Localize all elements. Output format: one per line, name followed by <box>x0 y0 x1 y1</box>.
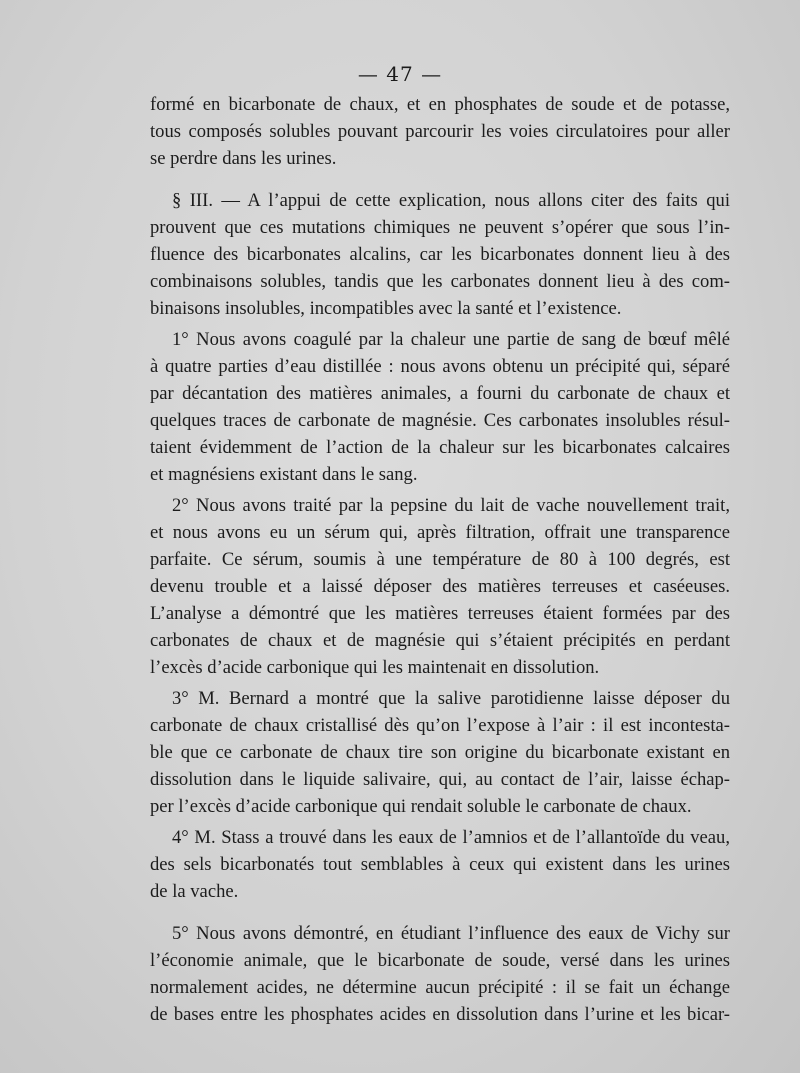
text-line: se perdre dans les urines. <box>150 148 337 169</box>
text-line: et nous avons eu un sérum qui, après filtration, offrait une transparence <box>150 522 730 543</box>
text-line: 1° Nous avons coagulé par la chaleur une partie de sang de bœuf mêlé <box>172 329 730 350</box>
text-line: quelques traces de carbonate de magnésie. Ces carbonates insolubles résul- <box>150 410 730 431</box>
text-line: l’économie animale, que le bicarbonate de soude, versé dans les urines <box>150 950 730 971</box>
text-line: carbonates de chaux et de magnésie qui s’étaient précipités en perdant <box>150 630 730 651</box>
text-line: l’excès d’acide carbonique qui les maintenait en dissolution. <box>150 657 600 678</box>
paragraph-continuation <box>150 91 730 172</box>
text-line: 3° M. Bernard a montré que la salive parotidienne laisse déposer du <box>172 688 730 709</box>
paragraph-fact-3 <box>150 685 730 820</box>
text-line: parfaite. Ce sérum, soumis à une température de 80 à 100 degrés, est <box>150 549 730 570</box>
text-line: tous composés solubles pouvant parcourir les voies circulatoires pour aller <box>150 121 730 142</box>
paragraph-fact-2 <box>150 492 730 681</box>
text-line: L’analyse a démontré que les matières terreuses étaient formées par des <box>150 603 730 624</box>
text-line: ble que ce carbonate de chaux tire son origine du bicarbonate existant en <box>150 742 730 763</box>
paragraph-fact-5 <box>150 920 730 1028</box>
text-line: devenu trouble et a laissé déposer des matières terreuses et caséeuses. <box>150 576 730 597</box>
text-line: par décantation des matières animales, a fourni du carbonate de chaux et <box>150 383 730 404</box>
paragraph-fact-1 <box>150 326 730 488</box>
paragraph-section-iii <box>150 187 730 322</box>
text-line: des sels bicarbonatés tout semblables à ceux qui existent dans les urines <box>150 854 730 875</box>
text-line: per l’excès d’acide carbonique qui rendait soluble le carbonate de chaux. <box>150 796 692 817</box>
text-line: 5° Nous avons démontré, en étudiant l’influence des eaux de Vichy sur <box>172 923 730 944</box>
text-line: de la vache. <box>150 881 239 902</box>
text-line: normalement acides, ne détermine aucun précipité : il se fait un échange <box>150 977 730 998</box>
text-line: prouvent que ces mutations chimiques ne peuvent s’opérer que sous l’in- <box>150 217 730 238</box>
paragraph-fact-4 <box>150 824 730 905</box>
text-line: et magnésiens existant dans le sang. <box>150 464 418 485</box>
text-line: de bases entre les phosphates acides en dissolution dans l’urine et les bicar- <box>150 1004 730 1025</box>
text-line: 2° Nous avons traité par la pepsine du lait de vache nouvellement trait, <box>172 495 730 516</box>
text-line: dissolution dans le liquide salivaire, qui, au contact de l’air, laisse échap- <box>150 769 730 790</box>
text-line: combinaisons solubles, tandis que les carbonates donnent lieu à des com- <box>150 271 730 292</box>
text-line: binaisons insolubles, incompatibles avec la santé et l’existence. <box>150 298 622 319</box>
text-line: § III. — A l’appui de cette explication, nous allons citer des faits qui <box>172 190 730 211</box>
page-number: — 47 — <box>357 62 443 86</box>
body-text <box>150 91 730 1028</box>
text-line: carbonate de chaux cristallisé dès qu’on l’expose à l’air : il est incontesta- <box>150 715 730 736</box>
text-line: à quatre parties d’eau distillée : nous avons obtenu un précipité qui, séparé <box>150 356 730 377</box>
text-line: fluence des bicarbonates alcalins, car les bicarbonates donnent lieu à des <box>150 244 730 265</box>
text-line: taient évidemment de l’action de la chaleur sur les bicarbonates calcaires <box>150 437 730 458</box>
text-line: 4° M. Stass a trouvé dans les eaux de l’amnios et de l’allantoïde du veau, <box>172 827 730 848</box>
text-line: formé en bicarbonate de chaux, et en phosphates de soude et de potasse, <box>150 94 730 115</box>
